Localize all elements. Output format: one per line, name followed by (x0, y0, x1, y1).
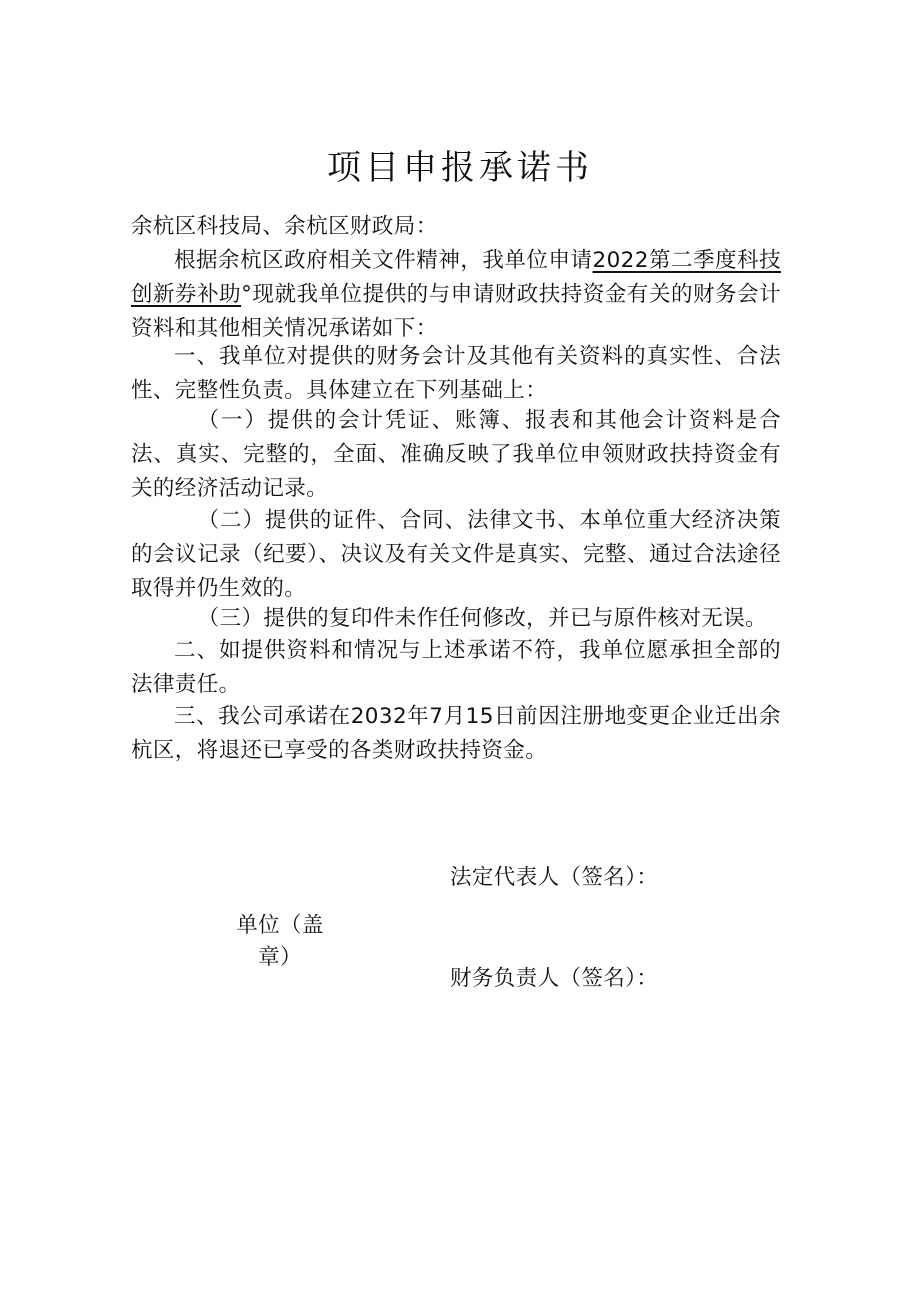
intro-paragraph (131, 244, 781, 346)
clause-two: 二、如提供资料和情况与上述承诺不符，我单位愿承担全部的法律责任。 (131, 638, 781, 697)
finance-head-signature-line: 财务负责人（签名）： (450, 966, 659, 991)
clause-one-sub-a: （一）提供的会计凭证、账簿、报表和其他会计资料是合法、真实、完整的，全面、准确反映了我单位申领财政扶持资金有关的经济活动记录。 (131, 408, 781, 501)
clause-one-sub-b: （二）提供的证件、合同、法律文书、本单位重大经济决策的会议记录（纪要）、决议及有关文件是真实、完整、通过合法途径取得并仍生效的。 (131, 508, 781, 601)
clause-one-sub-c: （三）提供的复印件未作任何修改，并已与原件核对无误。 (197, 606, 768, 631)
intro-text-after: °现就我单位提供的与申请财政扶持资金有关的财务会计资料和其他相关情况承诺如下： (131, 282, 781, 341)
project-name: 2022第二季度科技创新券补助 (131, 248, 781, 307)
clause-three: 三、我公司承诺在2032年7月15日前因注册地变更企业迁出余杭区，将退还已享受的各类财政扶持资金。 (131, 704, 781, 763)
unit-seal-line: 单位（盖章） (236, 913, 324, 970)
intro-text-before: 根据余杭区政府相关文件精神，我单位申请 (174, 248, 593, 273)
clause-one: 一、我单位对提供的财务会计及其他有关资料的真实性、合法性、完整性负责。具体建立在下列基础上： (131, 344, 781, 403)
legal-representative-signature-line: 法定代表人（签名）： (450, 865, 659, 890)
document-title: 项目申报承诺书 (327, 148, 593, 188)
addressee: 余杭区科技局、余杭区财政局： (131, 214, 438, 239)
